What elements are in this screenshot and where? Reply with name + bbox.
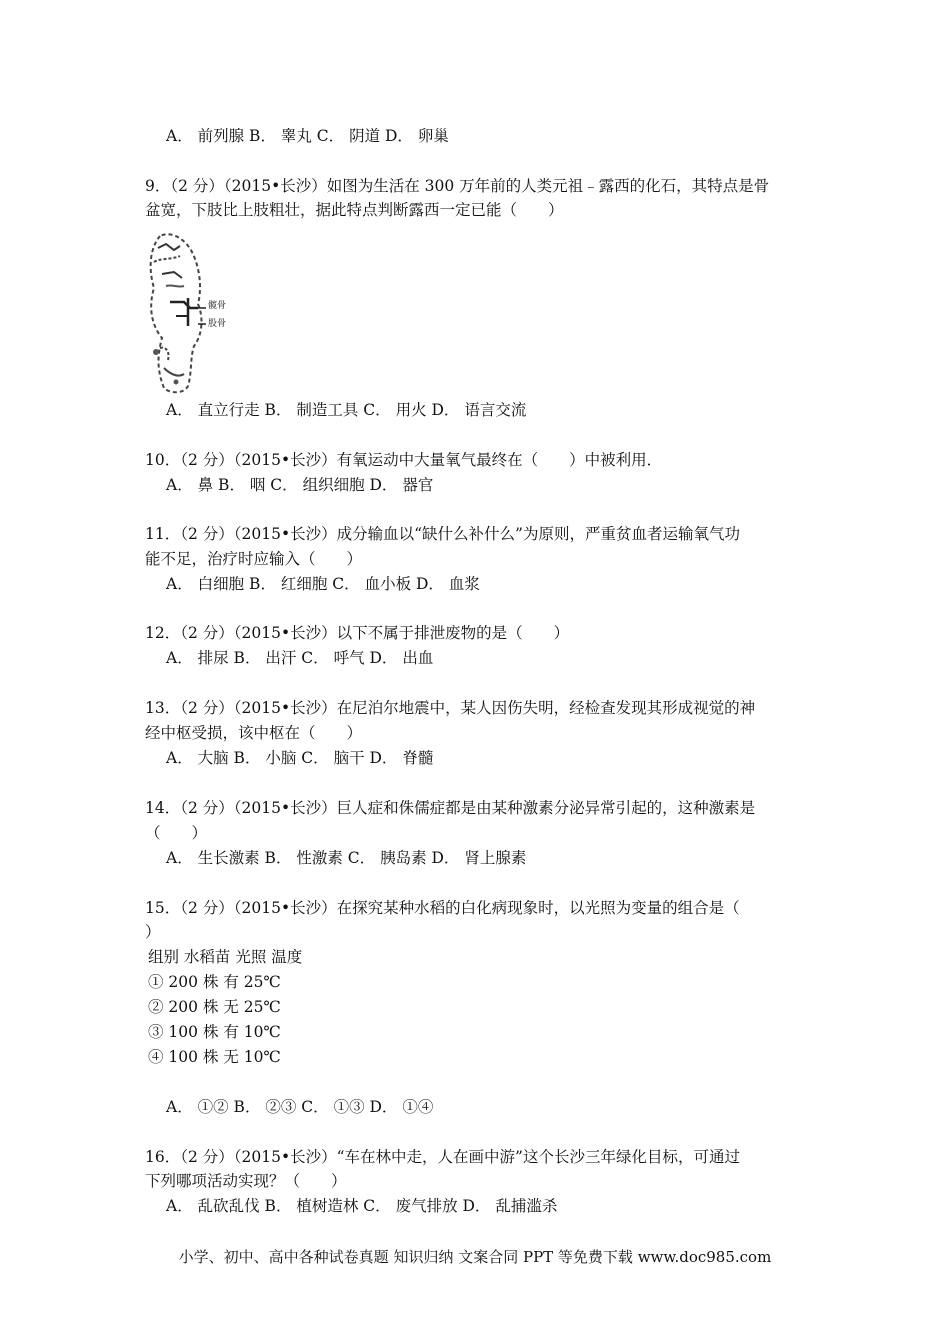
q8-options: A． 前列腺 B． 睾丸 C． 阴道 D． 卵巢 bbox=[166, 127, 449, 145]
q9-options: A． 直立行走 B． 制造工具 C． 用火 D． 语言交流 bbox=[166, 401, 527, 419]
q16-stem-line1: 16．（2 分）（2015•长沙）“车在林中走，人在画中游”这个长沙三年绿化目标，可通过 bbox=[145, 1148, 740, 1166]
q15-options: A． ①② B． ②③ C． ①③ D． ①④ bbox=[166, 1098, 434, 1116]
q16-stem-line2: 下列哪项活动实现？（ ） bbox=[145, 1172, 347, 1190]
q11-options: A． 白细胞 B． 红细胞 C． 血小板 D． 血浆 bbox=[166, 575, 480, 593]
q13-stem-line1: 13．（2 分）（2015•长沙）在尼泊尔地震中，某人因伤失明，经检查发现其形成视觉的神 bbox=[145, 699, 756, 717]
q11-stem-line1: 11．（2 分）（2015•长沙）成分输血以“缺什么补什么”为原则，严重贫血者运输氧气功 bbox=[145, 525, 740, 543]
q12-stem-line1: 12．（2 分）（2015•长沙）以下不属于排泄废物的是（ ） bbox=[145, 624, 570, 642]
q15-table-row: ① 200 株 有 25℃ bbox=[148, 973, 281, 991]
q15-table-row: ④ 100 株 无 10℃ bbox=[148, 1048, 281, 1066]
q9-stem-line2: 盆宽，下肢比上肢粗壮，据此特点判断露西一定已能（ ） bbox=[145, 201, 564, 219]
q13-stem-line2: 经中枢受损，该中枢在（ ） bbox=[145, 724, 363, 742]
q16-options: A． 乱砍乱伐 B． 植树造林 C． 废气排放 D． 乱捕滥杀 bbox=[166, 1197, 558, 1215]
q14-stem-line2: （ ） bbox=[145, 824, 208, 842]
q9-stem-line1: 9．（2 分）（2015•长沙）如图为生活在 300 万年前的人类元祖﹣露西的化石，其特点是骨 bbox=[145, 177, 770, 195]
q15-table-row: ② 200 株 无 25℃ bbox=[148, 998, 281, 1016]
q13-options: A． 大脑 B． 小脑 C． 脑干 D． 脊髓 bbox=[166, 749, 434, 767]
figure-label-hip: 髋骨 bbox=[208, 301, 227, 311]
q11-stem-line2: 能不足，治疗时应输入（ ） bbox=[145, 550, 363, 568]
q15-table-header: 组别 水稻苗 光照 温度 bbox=[148, 948, 303, 966]
q15-stem-line2: ） bbox=[145, 923, 161, 941]
fossil-image bbox=[140, 228, 255, 398]
q10-options: A． 鼻 B． 咽 C． 组织细胞 D． 器官 bbox=[166, 476, 434, 494]
page-footer: 小学、初中、高中各种试卷真题 知识归纳 文案合同 PPT 等免费下载 www.doc985.com bbox=[178, 1248, 772, 1266]
q10-stem-line1: 10．（2 分）（2015•长沙）有氧运动中大量氧气最终在（ ）中被利用． bbox=[145, 451, 663, 469]
lucy-fossil-figure bbox=[140, 228, 255, 398]
q15-table-row: ③ 100 株 有 10℃ bbox=[148, 1023, 281, 1041]
q14-options: A． 生长激素 B． 性激素 C． 胰岛素 D． 肾上腺素 bbox=[166, 849, 527, 867]
q12-options: A． 排尿 B． 出汗 C． 呼气 D． 出血 bbox=[166, 649, 434, 667]
q14-stem-line1: 14．（2 分）（2015•长沙）巨人症和侏儒症都是由某种激素分泌异常引起的，这种激素是 bbox=[145, 799, 756, 817]
q15-stem-line1: 15．（2 分）（2015•长沙）在探究某种水稻的白化病现象时，以光照为变量的组合是（ bbox=[145, 899, 740, 917]
figure-label-femur: 股骨 bbox=[208, 319, 227, 329]
